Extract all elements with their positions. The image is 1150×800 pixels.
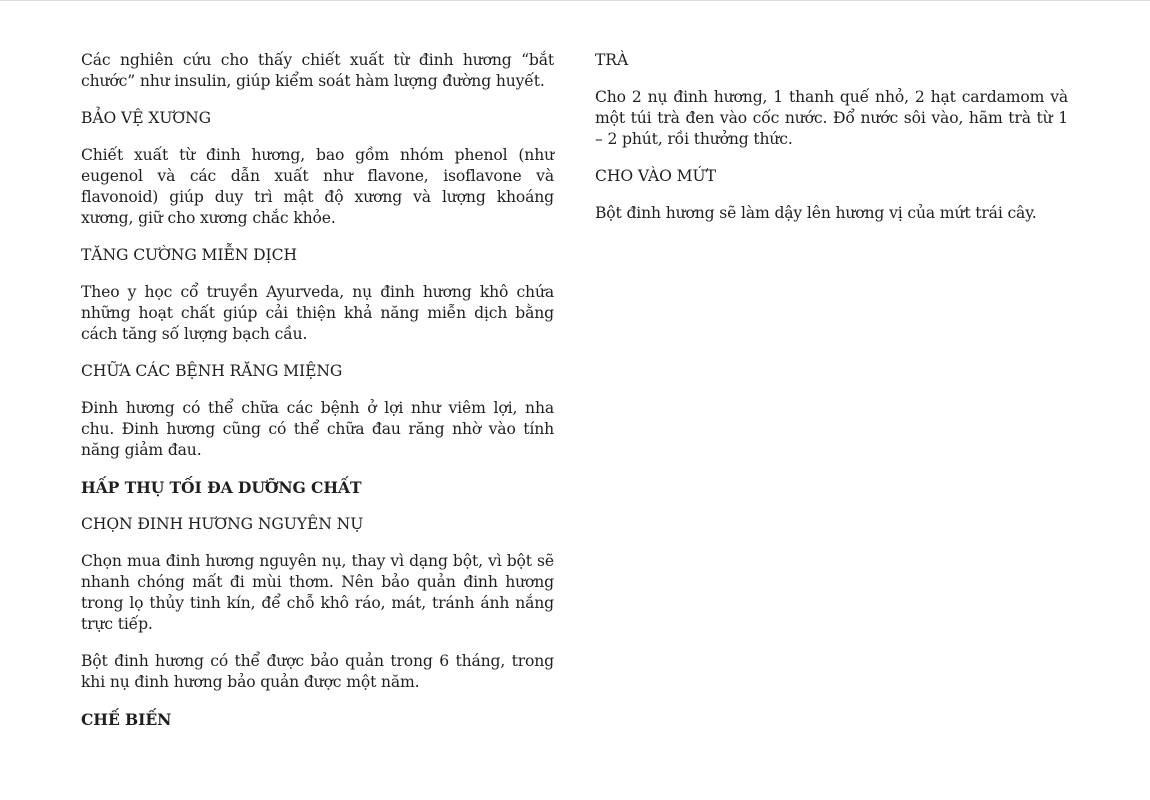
paragraph-storage: Bột đinh hương có thể được bảo quản trong 6 tháng, trong khi nụ đinh hương bảo quản được một năm.	[81, 652, 554, 691]
left-column	[81, 50, 554, 746]
paragraph-blood-sugar: Các nghiên cứu cho thấy chiết xuất từ đinh hương “bắt chước” như insulin, giúp kiểm soát hàm lượng đường huyết.	[81, 51, 554, 90]
paragraph-bone-protection: Chiết xuất từ đinh hương, bao gồm nhóm phenol (như eugenol và các dẫn xuất như flavone, isoflavone và flavonoid) giúp duy trì mật độ xương và lượng khoáng xương, giữ cho xương chắc khỏe.	[81, 146, 554, 227]
paragraph-oral-health: Đinh hương có thể chữa các bệnh ở lợi như viêm lợi, nha chu. Đinh hương cũng có thể chữa đau răng nhờ vào tính năng giảm đau.	[81, 399, 554, 459]
paragraph-choose-whole-cloves: Chọn mua đinh hương nguyên nụ, thay vì dạng bột, vì bột sẽ nhanh chóng mất đi mùi thơm. Nên bảo quản đinh hương trong lọ thủy tinh kín, để chỗ khô ráo, mát, tránh ánh nắng trực tiếp.	[81, 552, 554, 633]
heading-immunity: TĂNG CƯỜNG MIỄN DỊCH	[81, 246, 297, 264]
paragraph-immunity: Theo y học cổ truyền Ayurveda, nụ đinh hương khô chứa những hoạt chất giúp cải thiện khả năng miễn dịch bằng cách tăng số lượng bạch cầu.	[81, 283, 554, 343]
heading-preparation: CHẾ BIẾN	[81, 710, 172, 729]
heading-bone-protection: BẢO VỆ XƯƠNG	[81, 109, 211, 127]
heading-jam: CHO VÀO MỨT	[595, 167, 716, 185]
paragraph-jam: Bột đinh hương sẽ làm dậy lên hương vị của mứt trái cây.	[595, 204, 1037, 222]
heading-choose-whole-cloves: CHỌN ĐINH HƯƠNG NGUYÊN NỤ	[81, 515, 364, 533]
paragraph-tea: Cho 2 nụ đinh hương, 1 thanh quế nhỏ, 2 hạt cardamom và một túi trà đen vào cốc nước. Đổ nước sôi vào, hãm trà từ 1 – 2 phút, rồi thưởng thức.	[595, 88, 1068, 148]
heading-oral-health: CHỮA CÁC BỆNH RĂNG MIỆNG	[81, 362, 343, 380]
heading-tea: TRÀ	[595, 51, 629, 69]
heading-max-nutrient-absorption: HẤP THỤ TỐI ĐA DƯỠNG CHẤT	[81, 478, 362, 497]
right-column	[595, 50, 1068, 240]
page-top-border	[0, 0, 1150, 1]
